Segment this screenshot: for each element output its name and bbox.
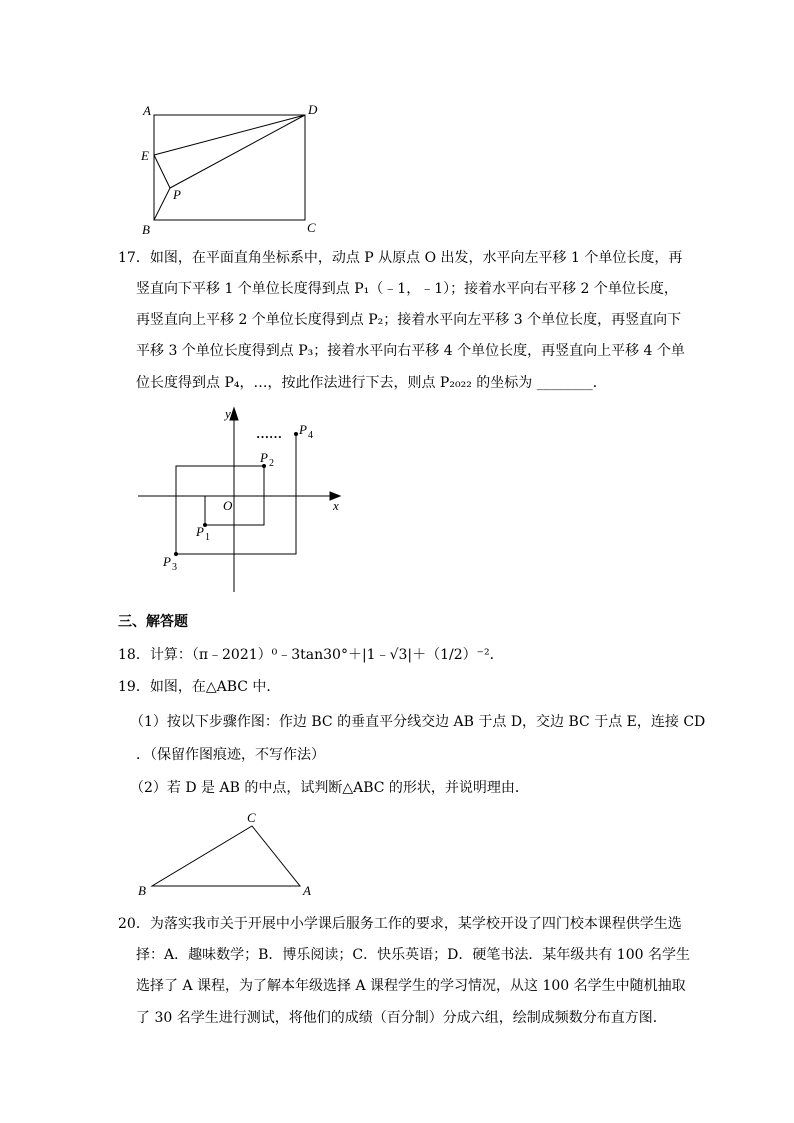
svg-text:A: A: [143, 103, 151, 118]
q17-line: 17．如图，在平面直角坐标系中，动点 P 从原点 O 出发，水平向左平移 1 个单位长度，再: [118, 250, 683, 266]
q17-line: 竖直向下平移 1 个单位长度得到点 P₁（﹣1，﹣1）；接着水平向右平移 2 个单位长度，: [136, 281, 678, 297]
coordinate-points: [174, 432, 298, 556]
q19-line: （2）若 D 是 AB 的中点，试判断△ABC 的形状，并说明理由．: [130, 780, 529, 796]
svg-text:C: C: [307, 220, 316, 235]
svg-text:y: y: [225, 406, 231, 421]
q19-line: 19．如图，在△ABC 中．: [118, 679, 281, 695]
q20-line: 选择了 A 课程，为了解本年级选择 A 课程学生的学习情况，从这 100 名学生中随机抽取: [136, 978, 686, 994]
triangle-figure: [152, 826, 300, 886]
svg-text:3: 3: [172, 562, 177, 573]
svg-text:P: P: [173, 187, 181, 202]
svg-text:E: E: [141, 148, 149, 163]
svg-text:4: 4: [308, 430, 313, 441]
q19-line: （1）按以下步骤作图：作边 BC 的垂直平分线交边 AB 于点 D，交边 BC 于点 E，连接 CD: [130, 714, 706, 730]
svg-text:……: ……: [256, 426, 282, 441]
svg-text:D: D: [308, 102, 318, 117]
q20-line: 20．为落实我市关于开展中小学课后服务工作的要求，某学校开设了四门校本课程供学生选: [118, 916, 682, 932]
q17-line: 平移 3 个单位长度得到点 P₃；接着水平向右平移 4 个单位长度，再竖直向上平移 4 个单: [136, 343, 685, 359]
svg-text:P: P: [260, 450, 268, 465]
q18-text: 18．计算：（π﹣2021）⁰﹣3tan30°＋|1﹣√3|＋（1/2）⁻²．: [118, 647, 504, 663]
q19-line: ．（保留作图痕迹，不写作法）: [136, 747, 325, 763]
svg-text:1: 1: [205, 532, 210, 543]
svg-text:A: A: [303, 883, 311, 898]
svg-text:P: P: [163, 554, 171, 569]
svg-text:2: 2: [269, 458, 274, 469]
svg-text:B: B: [142, 222, 150, 237]
q20-line: 择：A．趣味数学；B．博乐阅读；C．快乐英语；D．硬笔书法．某年级共有 100 名学生: [136, 947, 690, 963]
triangle-labels: [138, 810, 311, 898]
q17-line: 再竖直向上平移 2 个单位长度得到点 P₂；接着水平向左平移 3 个单位长度，再竖直向下: [136, 312, 682, 328]
svg-text:C: C: [247, 810, 256, 825]
section-heading: 三、解答题: [118, 614, 188, 630]
svg-text:O: O: [223, 498, 233, 513]
svg-text:x: x: [333, 498, 339, 513]
rectangle-figure: [154, 115, 305, 220]
svg-text:P: P: [196, 524, 204, 539]
q20-line: 了 30 名学生进行测试，将他们的成绩（百分制）分成六组，绘制成频数分布直方图．: [136, 1010, 667, 1026]
svg-text:B: B: [138, 883, 146, 898]
svg-text:P: P: [299, 422, 307, 437]
coordinate-labels: [162, 406, 339, 573]
q17-line: 位长度得到点 P₄，…，按此作法进行下去，则点 P₂₀₂₂ 的坐标为 ________．: [136, 375, 607, 391]
